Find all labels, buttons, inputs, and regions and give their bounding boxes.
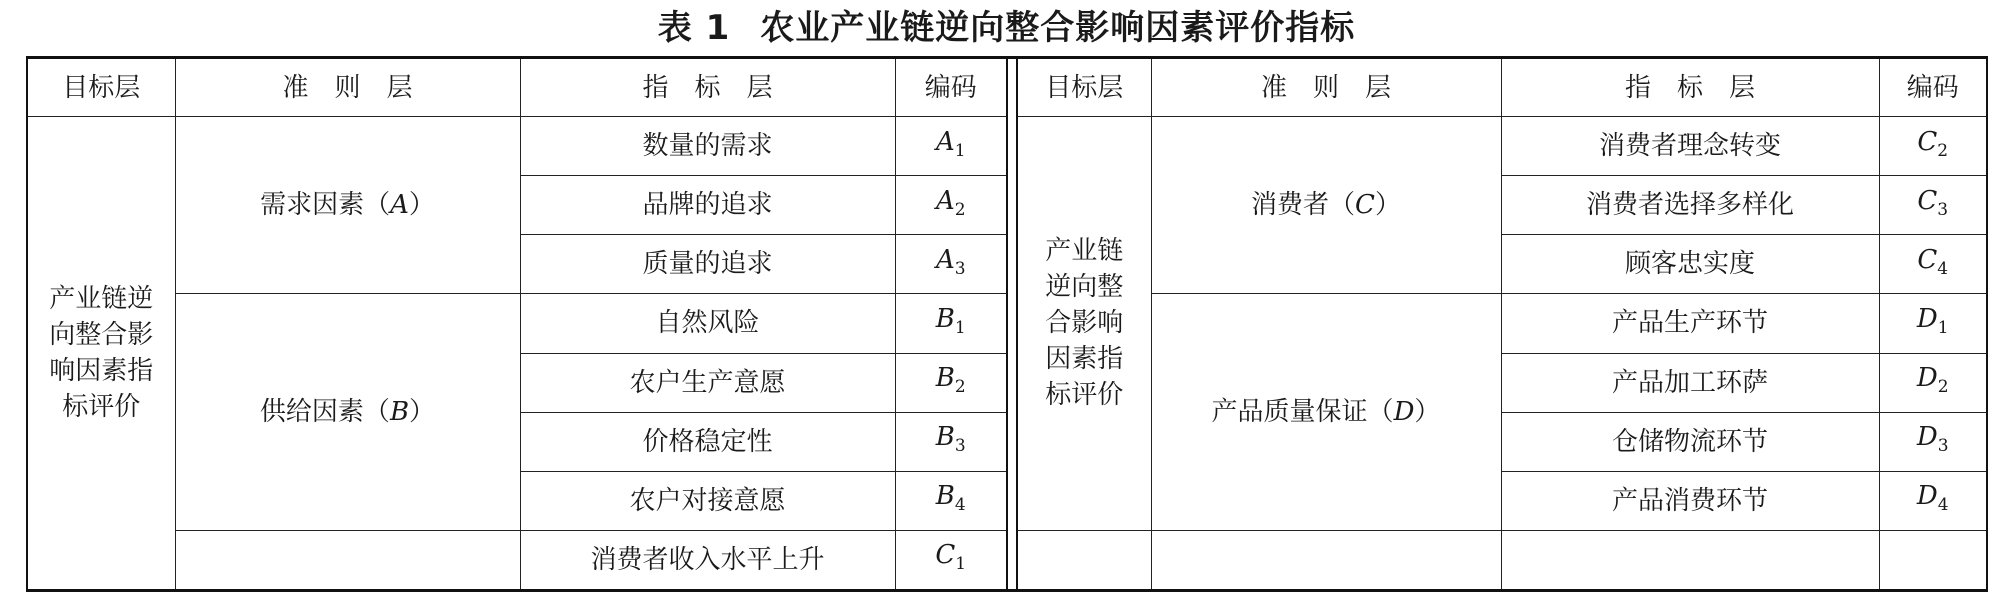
header-code-right: 编码 <box>1879 58 1987 117</box>
indicator-cell: 数量的需求 <box>520 117 895 176</box>
goal-line: 产业链逆 <box>49 284 154 315</box>
header-code-left: 编码 <box>895 58 1007 117</box>
code-cell: $D_2$ <box>1879 353 1987 412</box>
column-divider <box>1007 58 1017 591</box>
header-indicator-left: 指 标 层 <box>520 58 895 117</box>
header-goal-left: 目标层 <box>27 58 175 117</box>
empty-indicator-cell <box>1501 530 1879 590</box>
indicator-cell: 农户对接意愿 <box>520 471 895 530</box>
code-cell: $A_1$ <box>895 117 1007 176</box>
indicator-cell: 质量的追求 <box>520 235 895 294</box>
indicator-cell: 消费者收入水平上升 <box>520 530 895 590</box>
code-cell: $D_4$ <box>1879 471 1987 530</box>
criterion-b: 供给因素（B） <box>175 294 520 530</box>
code-cell: $D_3$ <box>1879 412 1987 471</box>
indicator-cell: 自然风险 <box>520 294 895 353</box>
empty-criterion-cell <box>175 530 520 590</box>
code-cell: $C_1$ <box>895 530 1007 590</box>
header-row <box>27 58 1987 117</box>
indicator-cell: 顾客忠实度 <box>1501 235 1879 294</box>
indicator-cell: 价格稳定性 <box>520 412 895 471</box>
goal-line: 标评价 <box>62 392 141 423</box>
header-goal-right: 目标层 <box>1017 58 1151 117</box>
goal-line: 标评价 <box>1045 380 1124 411</box>
table-number: 表 1 <box>657 8 731 48</box>
indicator-cell: 仓储物流环节 <box>1501 412 1879 471</box>
goal-line: 响因素指 <box>49 356 154 387</box>
indicator-cell: 品牌的追求 <box>520 176 895 235</box>
code-cell: $C_2$ <box>1879 117 1987 176</box>
goal-line: 逆向整 <box>1045 272 1124 303</box>
goal-line: 因素指 <box>1045 344 1124 375</box>
header-criterion-right: 准 则 层 <box>1151 58 1501 117</box>
code-cell: $B_2$ <box>895 353 1007 412</box>
indicator-cell: 消费者选择多样化 <box>1501 176 1879 235</box>
indicator-cell: 产品加工环萨 <box>1501 353 1879 412</box>
indicator-cell: 产品生产环节 <box>1501 294 1879 353</box>
indicator-table <box>26 56 1988 592</box>
code-cell: $C_3$ <box>1879 176 1987 235</box>
goal-line: 合影响 <box>1045 308 1124 339</box>
table-title <box>0 6 2013 50</box>
indicator-cell: 消费者理念转变 <box>1501 117 1879 176</box>
code-cell: $D_1$ <box>1879 294 1987 353</box>
code-cell: $C_4$ <box>1879 235 1987 294</box>
empty-code-cell <box>1879 530 1987 590</box>
goal-cell-right <box>1017 117 1151 531</box>
code-cell: $B_1$ <box>895 294 1007 353</box>
code-cell: $B_3$ <box>895 412 1007 471</box>
goal-line: 产业链 <box>1045 236 1124 267</box>
code-cell: $A_3$ <box>895 235 1007 294</box>
indicator-cell: 产品消费环节 <box>1501 471 1879 530</box>
criterion-a: 需求因素（A） <box>175 117 520 294</box>
code-cell: $A_2$ <box>895 176 1007 235</box>
criterion-d: 产品质量保证（D） <box>1151 294 1501 530</box>
empty-criterion-cell <box>1151 530 1501 590</box>
empty-goal-cell <box>1017 530 1151 590</box>
code-cell: $B_4$ <box>895 471 1007 530</box>
table-caption: 农业产业链逆向整合影响因素评价指标 <box>760 8 1356 48</box>
goal-cell-left <box>27 117 175 591</box>
header-criterion-left: 准 则 层 <box>175 58 520 117</box>
criterion-c: 消费者（C） <box>1151 117 1501 294</box>
goal-line: 向整合影 <box>49 320 154 351</box>
header-indicator-right: 指 标 层 <box>1501 58 1879 117</box>
indicator-cell: 农户生产意愿 <box>520 353 895 412</box>
